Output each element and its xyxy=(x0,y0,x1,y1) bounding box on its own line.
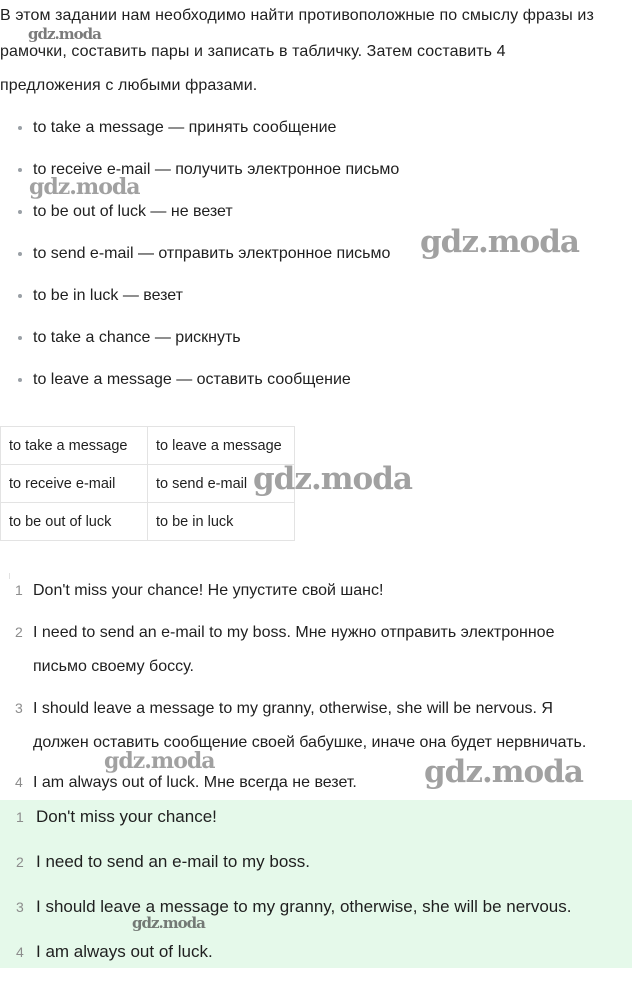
bullet-icon xyxy=(18,168,22,172)
table-cell: to send e-mail xyxy=(148,465,295,503)
watermark-logo: gdz.moda xyxy=(29,174,140,200)
intro-line-3: предложения с любыми фразами. xyxy=(0,77,258,94)
intro-line-1: В этом задании нам необходимо найти противоположные по смыслу фразы из xyxy=(0,7,594,24)
table-row xyxy=(1,503,295,541)
pairs-table xyxy=(0,426,295,541)
watermark-logo: gdz.moda xyxy=(420,224,579,260)
item-number: 1 xyxy=(15,582,23,598)
sentence-text: письмо своему боссу. xyxy=(33,658,194,675)
sentence-text: I should leave a message to my granny, otherwise, she will be nervous. Я xyxy=(33,700,553,717)
table-cell: to take a message xyxy=(1,427,148,465)
item-number: 2 xyxy=(16,854,24,870)
bullet-icon xyxy=(18,126,22,130)
answer-text: I am always out of luck. xyxy=(36,942,213,961)
table-cell: to be out of luck xyxy=(1,503,148,541)
item-number: 4 xyxy=(15,774,23,790)
answer-text: Don't miss your chance! xyxy=(36,807,217,826)
watermark-logo: gdz.moda xyxy=(132,914,205,932)
sentence-text: I am always out of luck. Мне всегда не везет. xyxy=(33,774,357,791)
list-divider xyxy=(9,573,10,579)
watermark-logo: gdz.moda xyxy=(28,25,101,43)
sentence-text: I need to send an e-mail to my boss. Мне нужно отправить электронное xyxy=(33,624,555,641)
answer-text: I need to send an e-mail to my boss. xyxy=(36,852,311,871)
watermark-logo: gdz.moda xyxy=(104,748,215,774)
answer-text: I should leave a message to my granny, otherwise, she will be nervous. xyxy=(36,897,572,916)
bullet-icon xyxy=(18,378,22,382)
sentence-text: Don't miss your chance! Не упустите свой шанс! xyxy=(33,582,384,599)
watermark-logo: gdz.moda xyxy=(424,754,583,790)
intro-line-2: рамочки, составить пары и записать в табличку. Затем составить 4 xyxy=(0,43,506,60)
sentence-text: должен оставить сообщение своей бабушке, иначе она будет нервничать. xyxy=(33,734,587,751)
bullet-icon xyxy=(18,252,22,256)
table-cell: to leave a message xyxy=(148,427,295,465)
bullet-icon xyxy=(18,336,22,340)
table-row xyxy=(1,427,295,465)
item-number: 2 xyxy=(15,624,23,640)
answer-box xyxy=(0,800,632,968)
watermark-logo: gdz.moda xyxy=(253,461,412,497)
item-number: 3 xyxy=(15,700,23,716)
table-row xyxy=(1,465,295,503)
item-number: 1 xyxy=(16,809,24,825)
item-number: 4 xyxy=(16,944,24,960)
bullet-icon xyxy=(18,294,22,298)
table-cell: to receive e-mail xyxy=(1,465,148,503)
table-cell: to be in luck xyxy=(148,503,295,541)
item-number: 3 xyxy=(16,899,24,915)
bullet-icon xyxy=(18,210,22,214)
